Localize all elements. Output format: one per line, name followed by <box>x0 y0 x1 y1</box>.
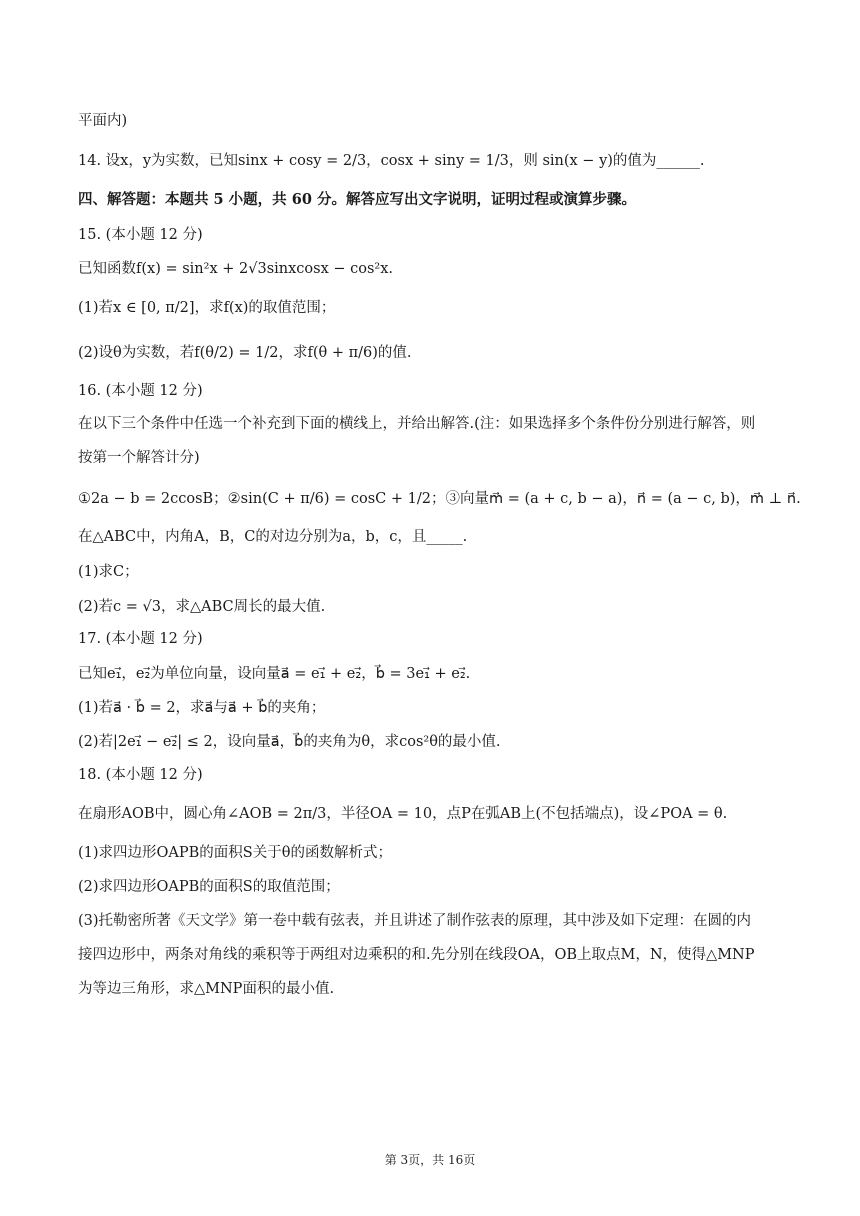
question-16-header: 16. (本小题 12 分) <box>78 383 203 399</box>
question-14: 14. 设x，y为实数，已知sinx + cosy = 2/3，cosx + siny = 1/3，则 sin(x − y)的值为______. <box>78 153 705 169</box>
text-line: 在△ABC中，内角A，B，C的对边分别为a，b，c，且_____. <box>78 529 468 545</box>
question-17-header: 17. (本小题 12 分) <box>78 631 203 647</box>
text-line: (2)若|2e₁⃗ − e₂⃗| ≤ 2，设向量a⃗，b⃗的夹角为θ，求cos²θ的最小值. <box>78 734 501 750</box>
text-line: 平面内) <box>78 113 128 129</box>
text-line: 已知函数f(x) = sin²x + 2√3sinxcosx − cos²x. <box>78 261 394 277</box>
question-18-header: 18. (本小题 12 分) <box>78 767 203 783</box>
text-line: (3)托勒密所著《天文学》第一卷中载有弦表，并且讲述了制作弦表的原理，其中涉及如下定理：在圆的内 <box>78 913 752 929</box>
text-line: 已知e₁⃗，e₂⃗为单位向量，设向量a⃗ = e₁⃗ + e₂⃗，b⃗ = 3e₁⃗ + e₂⃗. <box>78 666 471 682</box>
text-line: ①2a − b = 2ccosB；②sin(C + π/6) = cosC + 1/2；③向量m⃗ = (a + c, b − a)，n⃗ = (a − c, b)，m⃗ ⊥ n⃗. <box>78 491 801 507</box>
text-line: 在以下三个条件中任选一个补充到下面的横线上，并给出解答.(注：如果选择多个条件份分别进行解答，则 <box>78 416 756 432</box>
text-line: (2)设θ为实数，若f(θ/2) = 1/2，求f(θ + π/6)的值. <box>78 345 412 361</box>
text-line: 为等边三角形，求△MNP面积的最小值. <box>78 981 335 997</box>
question-15-header: 15. (本小题 12 分) <box>78 227 203 243</box>
text-line: 在扇形AOB中，圆心角∠AOB = 2π/3，半径OA = 10，点P在弧AB上(不包括端点)，设∠POA = θ. <box>78 806 728 822</box>
text-line: 接四边形中，两条对角线的乘积等于两组对边乘积的和.先分别在线段OA，OB上取点M，N，使得△MNP <box>78 947 755 963</box>
text-line: (1)若x ∈ [0, π/2]，求f(x)的取值范围； <box>78 300 336 316</box>
text-line: (1)求四边形OAPB的面积S关于θ的函数解析式； <box>78 845 392 861</box>
text-line: (1)求C； <box>78 564 139 580</box>
page-footer: 第 3页，共 16页 <box>384 1153 476 1167</box>
text-line: 按第一个解答计分) <box>78 450 200 466</box>
text-line: (2)求四边形OAPB的面积S的取值范围； <box>78 879 340 895</box>
section-heading: 四、解答题：本题共 5 小题，共 60 分。解答应写出文字说明，证明过程或演算步骤。 <box>78 191 636 208</box>
text-line: (1)若a⃗ · b⃗ = 2，求a⃗与a⃗ + b⃗的夹角； <box>78 700 326 716</box>
text-line: (2)若c = √3，求△ABC周长的最大值. <box>78 599 326 615</box>
